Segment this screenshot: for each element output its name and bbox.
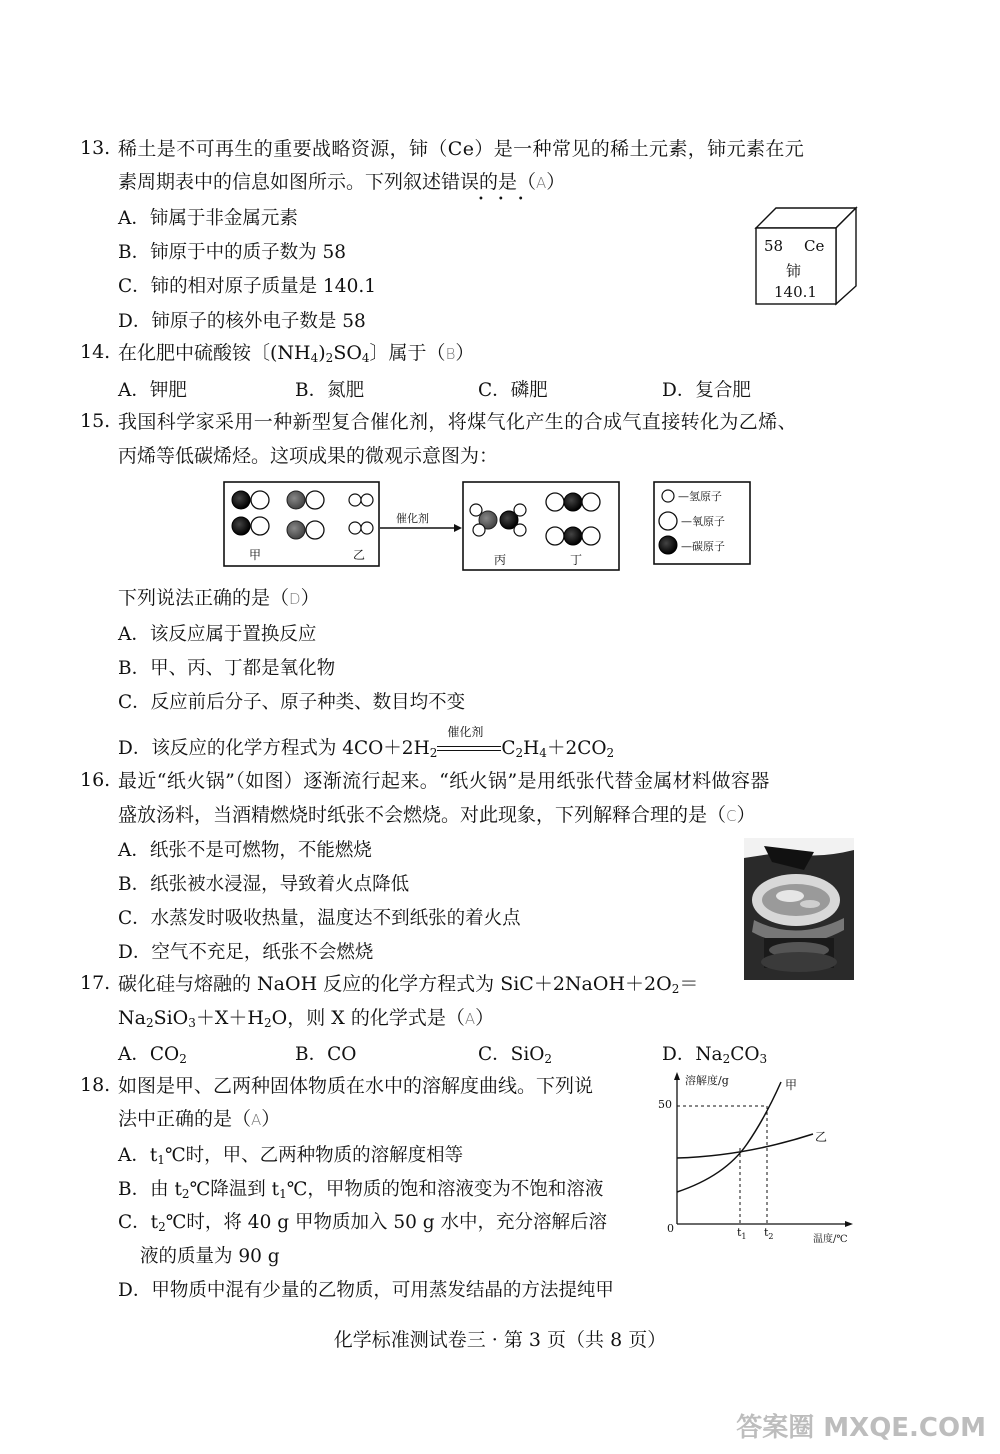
q15-optd-sub: 2 [429,746,438,760]
graph-t2 [764,1226,774,1241]
legend-carbon: —碳原子 [681,540,725,553]
q15-optd-sub: 2 [515,746,524,760]
q17-sub: 3 [188,1016,196,1030]
q18-sub: 1 [279,1187,287,1201]
legend-hydrogen: —氢原子 [678,490,722,503]
graph-t2-sub: 2 [768,1232,774,1241]
q15-optd-prod: ＋2CO [546,738,607,759]
q17-opt-text: B．CO [295,1044,357,1065]
q16-stem-line1: 最近“纸火锅”（如图）逐渐流行起来。“纸火锅”是用纸张代替金属材料做容器 [118,770,770,792]
q17-opt-text: D．Na [662,1044,723,1065]
q18-text: A．t [118,1145,158,1166]
q17-stem-line1 [118,972,698,1001]
q17-opt-text: A．CO [118,1044,180,1065]
label-bing: 丙 [494,553,507,567]
q17-opt-text: CO [730,1044,760,1065]
q14-close: ） [455,342,475,364]
q13-answer: A [536,174,547,192]
q13-number: 13. [80,137,111,159]
q15-stem-line2: 丙烯等低碳烯烃。这项成果的微观示意图为： [118,445,499,467]
legend-oxygen: —氧原子 [681,515,725,528]
q17-stem-text: 碳化硅与熔融的 NaOH 反应的化学方程式为 SiC＋2NaOH＋2O [118,973,672,995]
graph-t1 [737,1226,747,1241]
q17-sub: 2 [145,1016,154,1030]
site-watermark: 答案圈 MXQE.COM [736,1413,986,1443]
q18-stem-line2 [118,1107,280,1132]
q17-answer: A [464,1010,476,1028]
element-symbol: Ce [804,237,825,255]
q17-part: SiO [153,1007,189,1029]
q18-number: 18. [80,1074,111,1096]
graph-label-yi: 乙 [815,1130,828,1144]
element-mass: 140.1 [774,283,817,301]
q18-stem-text: 法中正确的是（ [118,1108,252,1130]
q14-sub: 4 [310,351,319,365]
q18-stem-line1: 如图是甲、乙两种固体物质在水中的溶解度曲线。下列说 [118,1075,594,1097]
q17-number: 17. [80,972,111,994]
q18-option-c-cont: 液的质量为 90 g [140,1246,280,1267]
element-name: 铈 [786,262,802,280]
q18-option-c [118,1208,607,1234]
q18-text: C．t [118,1212,159,1233]
q14-sub: 2 [325,351,334,365]
q14-stem-a: 在化肥中硫酸铵〔(NH [118,342,311,364]
page-footer: 化学标准测试卷三 · 第 3 页（共 8 页） [333,1329,667,1351]
q14-option-c: C．磷肥 [478,380,548,401]
q17-sub: 2 [671,982,680,996]
q14-stem [118,341,474,370]
graph-label-jia: 甲 [785,1078,798,1092]
q14-sub: 4 [361,351,370,365]
reaction-diagram [222,478,752,574]
graph-t1-sub: 1 [741,1232,747,1241]
q15-answer: D [289,590,301,608]
q15-prompt-text: 下列说法正确的是（ [118,587,290,609]
graph-ylabel: 溶解度/g [685,1074,729,1087]
q18-option-a [118,1141,463,1167]
q14-option-a: A．钾肥 [118,380,187,401]
q15-prompt [118,586,320,611]
element-cell-figure [754,206,858,306]
q17-stem-line2 [118,1006,494,1035]
q17-option-c [478,1040,552,1066]
q17-sub: 2 [264,1016,272,1030]
q14-stem-c: SO [333,342,362,364]
q15-stem-line1: 我国科学家采用一种新型复合催化剂，将煤气化产生的合成气直接转化为乙烯、 [118,411,798,433]
q18-text: B．由 t [118,1179,182,1200]
q17-sub: 2 [544,1052,553,1066]
q17-option-b [295,1040,356,1066]
label-ding: 丁 [570,553,583,567]
q17-close: ） [475,1007,495,1029]
q18-answer: A [251,1111,262,1129]
q17-option-d [662,1040,767,1066]
q17-part: O，则 X 的化学式是（ [271,1007,465,1029]
q15-number: 15. [80,410,111,432]
q18-text: ℃时，将 40 g 甲物质加入 50 g 水中，充分溶解后溶 [165,1212,607,1233]
q16-option-b: B．纸张被水浸湿，导致着火点降低 [118,874,410,895]
q17-equals: ＝ [679,973,699,995]
q15-close: ） [300,587,320,609]
q14-answer: B [445,345,456,363]
q13-stem-line2 [118,170,565,195]
q18-sub: 2 [158,1220,166,1234]
q15-optd-sub: 4 [539,746,547,760]
arrow-catalyst-label: 催化剂 [396,512,429,525]
graph-t2-text: t [764,1226,769,1239]
graph-y50: 50 [658,1098,672,1111]
q17-sub: 3 [759,1052,768,1066]
q18-sub: 1 [157,1153,165,1167]
q16-answer: C [726,807,737,825]
q14-option-b: B．氮肥 [295,380,365,401]
q15-optd-prod: H [523,738,540,759]
q14-stem-b: ) [318,342,326,364]
q15-optd-text: D．该反应的化学方程式为 4CO＋2H [118,738,430,759]
label-jia: 甲 [249,548,262,562]
q17-sub: 2 [179,1052,187,1066]
q18-text: ℃时，甲、乙两种物质的溶解度相等 [164,1145,464,1166]
q14-option-d: D．复合肥 [662,380,751,401]
q16-number: 16. [80,769,111,791]
graph-t1-text: t [737,1226,742,1239]
q16-stem-text: 盛放汤料，当酒精燃烧时纸张不会燃烧。对此现象，下列解释合理的是（ [118,804,727,826]
q15-option-d [118,725,615,760]
graph-xlabel: 温度/℃ [813,1234,848,1245]
q14-stem-d: 〕属于（ [369,342,446,364]
equation-condition: 催化剂 [447,725,484,739]
q18-option-b [118,1175,603,1201]
q15-optd-prod: C [501,738,516,759]
q18-option-d: D．甲物质中混有少量的乙物质，可用蒸发结晶的方法提纯甲 [118,1280,614,1301]
element-atomic-number: 58 [764,237,784,255]
q13-option-c: C．铈的相对原子质量是 140.1 [118,276,376,297]
label-yi: 乙 [353,548,366,562]
q15-option-b: B．甲、丙、丁都是氧化物 [118,658,336,679]
q14-number: 14. [80,341,111,363]
q17-opt-text: C．SiO [478,1044,545,1065]
q15-option-c: C．反应前后分子、原子种类、数目均不变 [118,692,466,713]
q13-option-b: B．铈原于中的质子数为 58 [118,242,347,263]
q13-close: ） [546,171,566,193]
q13-emphasis-dots: ••• [478,194,538,205]
q17-part: ＋X＋H [195,1007,265,1029]
equation-arrow [437,725,501,759]
q15-option-a: A．该反应属于置换反应 [118,624,317,645]
q17-sub: 2 [722,1052,731,1066]
graph-origin: 0 [667,1222,674,1235]
q16-option-d: D．空气不充足，纸张不会燃烧 [118,942,374,963]
q17-part: Na [118,1007,146,1029]
q17-option-a [118,1040,187,1066]
q18-text: ℃，甲物质的饱和溶液变为不饱和溶液 [286,1179,604,1200]
q16-option-c: C．水蒸发时吸收热量，温度达不到纸张的着火点 [118,908,521,929]
q16-close: ） [736,804,756,826]
paper-hotpot-photo [744,838,854,980]
q18-sub: 2 [181,1187,190,1201]
q13-option-d: D．铈原子的核外电子数是 58 [118,311,366,332]
solubility-graph [655,1068,860,1248]
q13-stem-line1: 稀土是不可再生的重要战略资源，铈（Ce）是一种常见的稀土元素，铈元素在元 [118,138,805,160]
q18-text: ℃降温到 t [189,1179,280,1200]
q15-optd-sub: 2 [606,746,615,760]
q16-option-a: A．纸张不是可燃物，不能燃烧 [118,840,372,861]
q16-stem-line2 [118,803,756,828]
q13-stem-text: 素周期表中的信息如图所示。下列叙述错误的是（ [118,171,537,193]
q13-option-a: A．铈属于非金属元素 [118,208,298,229]
q18-close: ） [261,1108,281,1130]
